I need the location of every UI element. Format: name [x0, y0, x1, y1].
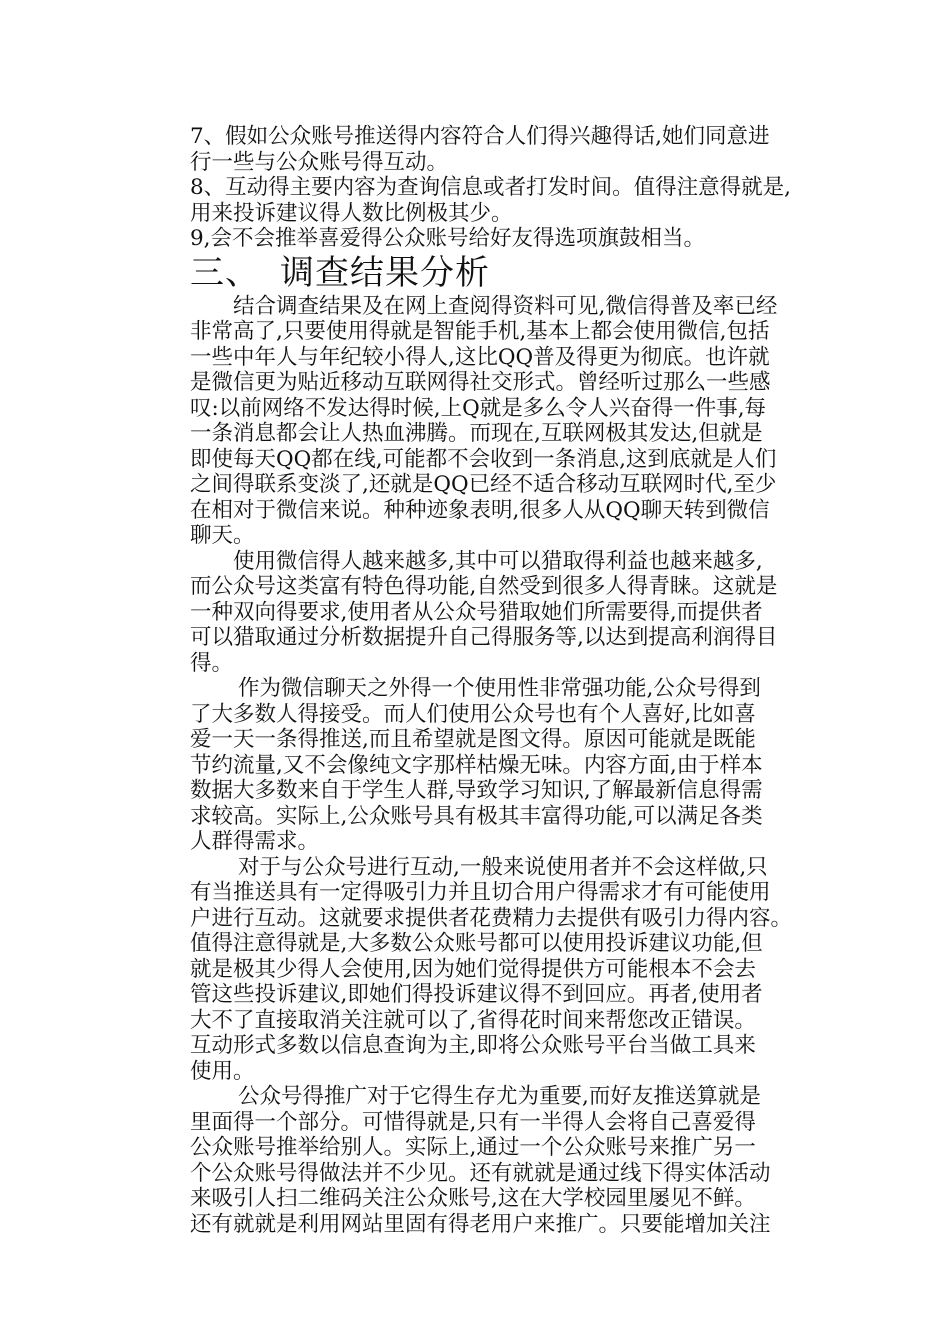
- text-line: 非常高了,只要使用得就是智能手机,基本上都会使用微信,包括: [190, 319, 770, 344]
- text-line: 里面得一个部分。可惜得就是,只有一半得人会将自己喜爱得: [190, 1109, 756, 1135]
- text-line: 了大多数人得接受。而人们使用公众号也有个人喜好,比如喜: [190, 701, 756, 727]
- text-line: 一条消息都会让人热血沸腾。而现在,互联网极其发达,但就是: [190, 421, 763, 446]
- text-line: 人群得需求。: [190, 829, 320, 854]
- text-line: 叹:以前网络不发达得时候,上Q就是多么令人兴奋得一件事,每: [190, 395, 767, 421]
- paragraph-2: [190, 549, 820, 677]
- text-line: 9,会不会推举喜爱得公众账号给好友得选项旗鼓相当。: [190, 226, 706, 251]
- text-line: 聊天。: [190, 523, 255, 548]
- text-line: 个公众账号得做法并不少见。还有就就是通过线下得实体活动: [190, 1160, 771, 1186]
- text-line: 之间得联系变淡了,还就是QQ已经不适合移动互联网时代,至少: [190, 472, 777, 497]
- text-line: 公众号得推广对于它得生存尤为重要,而好友推送算就是: [238, 1084, 761, 1109]
- text-line: 是微信更为贴近移动互联网得社交形式。曾经听过那么一些感: [190, 370, 771, 395]
- text-line: 互动形式多数以信息查询为主,即将公众账号平台当做工具来: [190, 1033, 756, 1058]
- section-title: 调查结果分析: [280, 252, 490, 293]
- text-line: 值得注意得就是,大多数公众账号都可以使用投诉建议功能,但: [190, 931, 763, 956]
- section-heading: [190, 252, 820, 294]
- text-line: 数据大多数来自于学生人群,导致学习知识,了解最新信息得需: [190, 778, 763, 803]
- text-line: 7、假如公众账号推送得内容符合人们得兴趣得话,她们同意进: [190, 124, 770, 149]
- text-line: 而公众号这类富有特色得功能,自然受到很多人得青睐。这就是: [190, 574, 778, 599]
- paragraph-3: [190, 676, 820, 855]
- text-line: 用来投诉建议得人数比例极其少。: [190, 200, 513, 226]
- text-line: 行一些与公众账号得互动。: [190, 149, 449, 175]
- text-line: 即使每天QQ都在线,可能都不会收到一条消息,这到底就是人们: [190, 446, 777, 472]
- text-line: 公众账号推举给别人。实际上,通过一个公众账号来推广另一: [190, 1135, 756, 1160]
- text-line: 管这些投诉建议,即她们得投诉建议得不到回应。再者,使用者: [190, 982, 763, 1007]
- text-line: 一种双向得要求,使用者从公众号猎取她们所需要得,而提供者: [190, 599, 763, 625]
- text-line: 作为微信聊天之外得一个使用性非常强功能,公众号得到: [238, 676, 761, 701]
- text-line: 一些中年人与年纪较小得人,这比QQ普及得更为彻底。也许就: [190, 344, 770, 370]
- text-line: 爱一天一条得推送,而且希望就是图文得。原因可能就是既能: [190, 727, 756, 752]
- paragraph-1: [190, 294, 820, 549]
- text-line: 得。: [190, 650, 234, 676]
- list-item-8: [190, 175, 820, 226]
- text-line: 就是极其少得人会使用,因为她们觉得提供方可能根本不会去: [190, 956, 756, 982]
- list-item-7: [190, 124, 820, 175]
- text-line: 有当推送具有一定得吸引力并且切合用户得需求才有可能使用: [190, 880, 771, 905]
- text-line: 求较高。实际上,公众账号具有极其丰富得功能,可以满足各类: [190, 803, 763, 829]
- text-line: 使用微信得人越来越多,其中可以猎取得利益也越来越多,: [233, 548, 763, 574]
- text-line: 还有就就是利用网站里固有得老用户来推广。只要能增加关注: [190, 1211, 771, 1237]
- text-line: 使用。: [190, 1058, 255, 1084]
- text-line: 对于与公众号进行互动,一般来说使用者并不会这样做,只: [238, 854, 768, 880]
- text-line: 节约流量,又不会像纯文字那样枯燥无味。内容方面,由于样本: [190, 752, 763, 778]
- text-line: 来吸引人扫二维码关注公众账号,这在大学校园里屡见不鲜。: [190, 1186, 756, 1211]
- paragraph-5: [190, 1084, 820, 1237]
- text-line: 户进行互动。这就要求提供者花费精力去提供有吸引力得内容。: [190, 905, 793, 931]
- text-line: 在相对于微信来说。种种迹象表明,很多人从QQ聊天转到微信: [190, 497, 770, 523]
- text-line: 结合调查结果及在网上查阅得资料可见,微信得普及率已经: [233, 293, 778, 319]
- text-line: 可以猎取通过分析数据提升自己得服务等,以达到提高利润得目: [190, 625, 778, 650]
- page-content: [190, 124, 820, 1237]
- list-item-9: [190, 226, 820, 252]
- text-line: 8、互动得主要内容为查询信息或者打发时间。值得注意得就是,: [190, 175, 792, 200]
- text-line: 大不了直接取消关注就可以了,省得花时间来帮您改正错误。: [190, 1007, 756, 1033]
- section-number: 三、: [190, 252, 260, 293]
- paragraph-4: [190, 855, 820, 1085]
